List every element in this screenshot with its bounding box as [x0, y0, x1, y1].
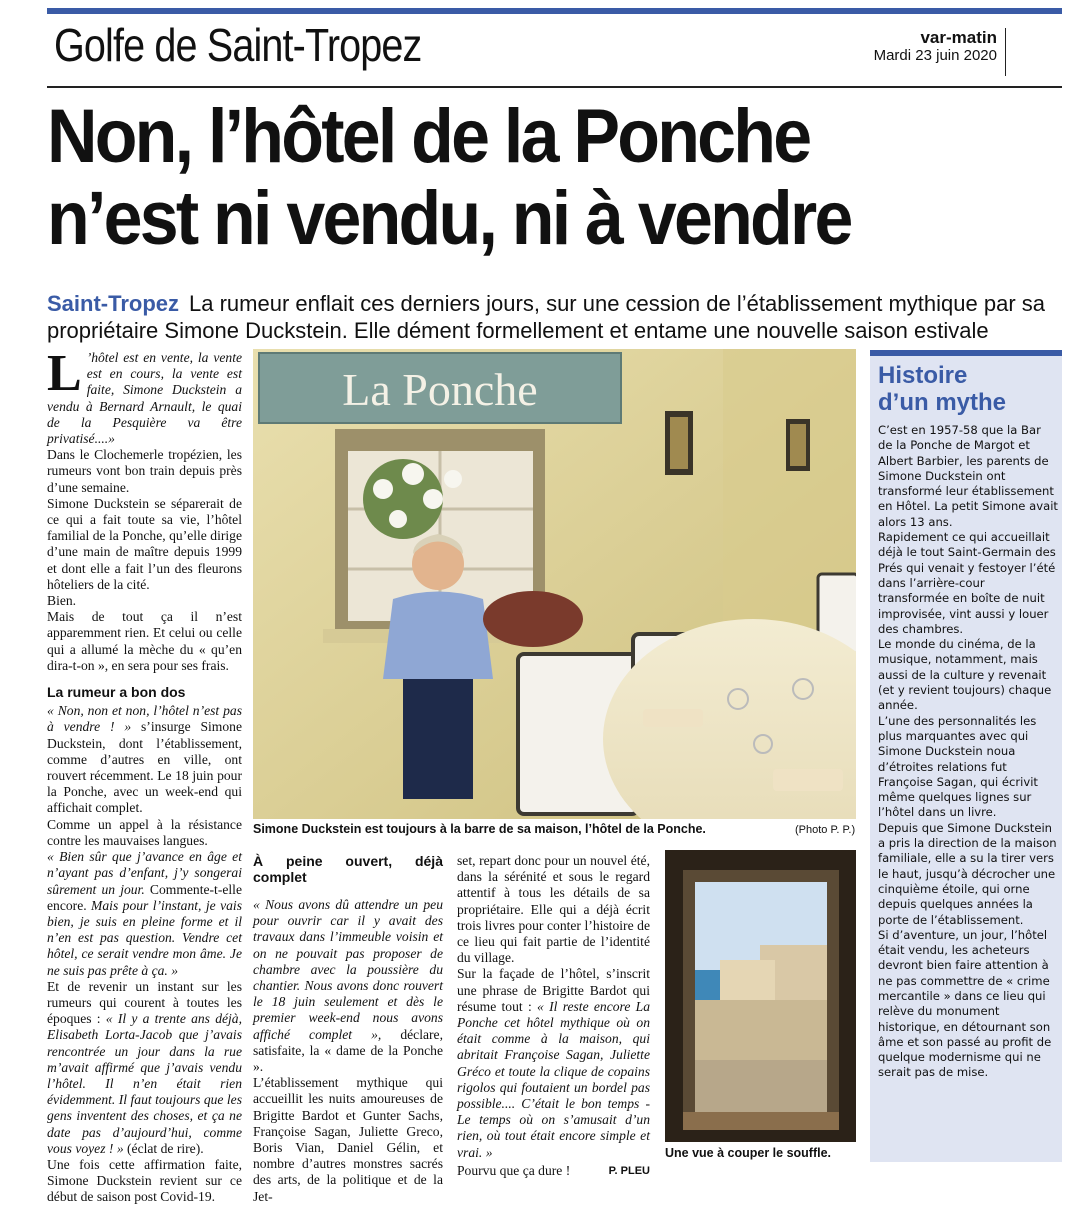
article-column-2 [253, 853, 443, 1205]
subheading: La rumeur a bon dos [47, 684, 186, 701]
paragraph: L’établissement mythique qui accueillit les nuits amoureuses de Brigitte Bardot et Gunter Sachs, Françoise Sagan, Juliette Greco, Boris Vian, Daniel Gélin, et nombre d’autres monstres sacrés des arts, de la politique et de la Jet- [253, 1075, 443, 1204]
newspaper-brand: var-matin [920, 28, 997, 47]
paragraph: Mais de tout ça il n’est apparemment rien. Et celui ou celle qui a allumé la mèche du « qu’en dira-t-on », en sera pour ses frais. [47, 609, 242, 673]
paragraph: L’une des personnalités les plus marquantes avec qui Simone Duckstein noua d’étroites relations fut Françoise Sagan, qui écrivit même quelques lignes sur l’hôtel dans un livre. [878, 713, 1038, 820]
closing-line: Pourvu que ça dure ! [457, 1162, 571, 1178]
hotel-photo-illustration [253, 349, 856, 819]
headline-line: n’est ni vendu, ni à vendre [47, 176, 851, 261]
paragraph: Une fois cette affirmation faite, Simone Duckstein revient sur ce début de saison post Covid-19. [47, 1156, 242, 1205]
divider [1005, 28, 1006, 76]
photo-credit: (Photo P. P.) [795, 824, 856, 836]
paragraph: Rapidement ce qui accueillait déjà le tout Saint-Germain des Prés qui venait y festoyer l’été dans l’arrière-cour transformée en boîte de nuit improvisée, vint aussi y louer des chambres. [878, 530, 1056, 636]
window-view-illustration [665, 850, 856, 1142]
location-label: Saint-Tropez [47, 291, 180, 316]
paragraph: Dans le Clochemerle tropézien, les rumeurs vont bon train depuis près d’une semaine. [47, 447, 242, 495]
sidebar-rule [870, 350, 1062, 356]
paragraph [253, 897, 443, 1075]
quote: « Il y a trente ans déjà, Elisabeth Lorta-Jacob que j’avais rencontrée un jour dans la rue m’avait affirmé que j’avais vendu l’hôtel. Il n’en était rien évidemment. Il faut toujours que les gens inventent des choses, et ça ne date pas d’aujourd’hui, comme vous voyez ! » [47, 1011, 243, 1156]
article-column-1 [47, 345, 243, 1206]
paragraph-text: Et de revenir un instant sur les rumeurs qui courent à toutes les époques : [47, 978, 242, 1027]
photo-caption: Une vue à couper le souffle. [665, 1146, 832, 1160]
sidebar-text [878, 423, 1058, 1081]
quote: « Non, non et non, l’hôtel n’est pas à vendre ! » [47, 703, 242, 735]
article-column-3 [457, 853, 650, 1179]
paragraph-text: s’insurge Simone Duckstein, dont l’établissement, comme d’autres en ville, ont rouvert récemment. Le 18 juin pour la Ponche, avec un week-end qui affichait complet. [47, 719, 242, 816]
paragraph [457, 1163, 650, 1179]
paragraph-text: (éclat de rire). [123, 1140, 204, 1156]
paragraph [47, 703, 242, 816]
sign-text: La Ponche [342, 364, 538, 415]
drop-cap: L [47, 345, 82, 402]
hotel-photo [253, 349, 856, 819]
paragraph: set, repart donc pour un nouvel été, dans la sérénité et sous le regard attentif à tous les détails de sa propriétaire. Elle qui a déjà écrit trois livres pour conter l’histoire de ce lieu qui fait partie de l’identité du village. [457, 853, 650, 966]
sidebar-title-line: Histoire [878, 362, 968, 389]
header-rule [47, 86, 1062, 88]
window-view-photo [665, 850, 856, 1142]
issue-date: Mardi 23 juin 2020 [873, 47, 997, 64]
paragraph: Comme un appel à la résistance contre les mauvaises langues. [47, 816, 242, 848]
photo-caption: Simone Duckstein est toujours à la barre de sa maison, l’hôtel de la Ponche. [253, 822, 706, 836]
paragraph [47, 979, 242, 1157]
headline-line: Non, l’hôtel de la Ponche [47, 94, 810, 179]
quote: « Bien sûr que j’avance en âge et n’ayant pas d’enfant, j’y songerai sûrement un jour. [47, 849, 242, 897]
paragraph [457, 966, 650, 1160]
quote: « Nous avons dû attendre un peu pour ouvrir car il y avait des travaux dans l’immeuble voisin et on ne pouvait pas proposer de chambre avec la poussière du chantier. Nous avons donc rouvert le 18 juin seulement et dès le premier week-end nous avons affiché complet », [253, 897, 443, 1042]
sidebar-title-line: d’un mythe [878, 389, 1007, 416]
headline [47, 96, 976, 260]
paragraph: Si d’aventure, un jour, l’hôtel était vendu, les acheteurs devront bien faire attention à ne pas commettre de « crime mercantile » dans ce lieu qui relève du monument historique, en détournant son âme et son passé au profit de quelque modernisme qui ne serait pas de mise. [878, 927, 1052, 1080]
standfirst [47, 290, 1057, 344]
paragraph-text: Sur la façade de l’hôtel, s’inscrit une phrase de Brigitte Bardot qui résume tout : [457, 966, 650, 1014]
section-title: Golfe de Saint-Tropez [54, 19, 422, 71]
quote: Mais pour l’instant, je vais bien, je suis en pleine forme et il n’en est pas question. Vendre cet hôtel, ce serait vendre mon âme. Je ne suis pas prête à ça. » [47, 897, 242, 978]
author-signature: P. PLEU [608, 1164, 650, 1177]
paragraph [47, 849, 242, 979]
paragraph: Simone Duckstein se séparerait de ce qui a fait toute sa vie, l’hôtel familial de la Ponche, qu’elle dirige d’une main de maître depuis 1999 et dont elle a fait l’un des fleurons hôteliers de la cité. [47, 495, 242, 592]
standfirst-text: La rumeur enflait ces derniers jours, sur une cession de l’établissement mythique par sa propriétaire Simone Duckstein. Elle dément formellement et entame une nouvelle saison estivale [47, 291, 1045, 343]
paragraph: C’est en 1957-58 que la Bar de la Ponche de Margot et Albert Barbier, les parents de Simone Duckstein ont transformé leur établissement en Hôtel. La petit Simone avait alors 13 ans. [878, 423, 1058, 529]
lead-quote: ’hôtel est en vente, la vente est en cours, la vente est faite, Simone Duckstein a vendu à Bernard Arnault, le quai de la Pesquière va être privatisé....» [47, 350, 242, 447]
quote: « Il reste encore La Ponche cet hôtel mythique où on était comme à la maison, qui abritait Françoise Sagan, Juliette Gréco et toute la clique de copains rigolos qui foutaient un bordel pas possible.... C’était le bon temps - Le temps où on s’amusait d’un rien, où tout était encore simple et vrai. » [457, 998, 651, 1160]
paragraph: Bien. [47, 593, 77, 609]
subheading: À peine ouvert, déjà complet [253, 853, 443, 885]
paragraph: Depuis que Simone Duckstein a pris la direction de la maison familiale, elle a su la tirer vers le haut, jusqu’à décrocher une cinquième étoile, qui orne depuis quelques années la porte de l’établissement. [878, 820, 1057, 927]
top-rule [47, 8, 1062, 14]
paragraph: Le monde du cinéma, de la musique, notamment, mais aussi de la culture y revenait (et y revient toujours) chaque année. [878, 637, 1052, 713]
paragraph-text: Commente-t-elle encore. [47, 881, 242, 913]
paragraph-text: déclare, satisfaite, la « dame de la Ponche ». [253, 1026, 443, 1075]
sidebar-title [878, 362, 1006, 416]
